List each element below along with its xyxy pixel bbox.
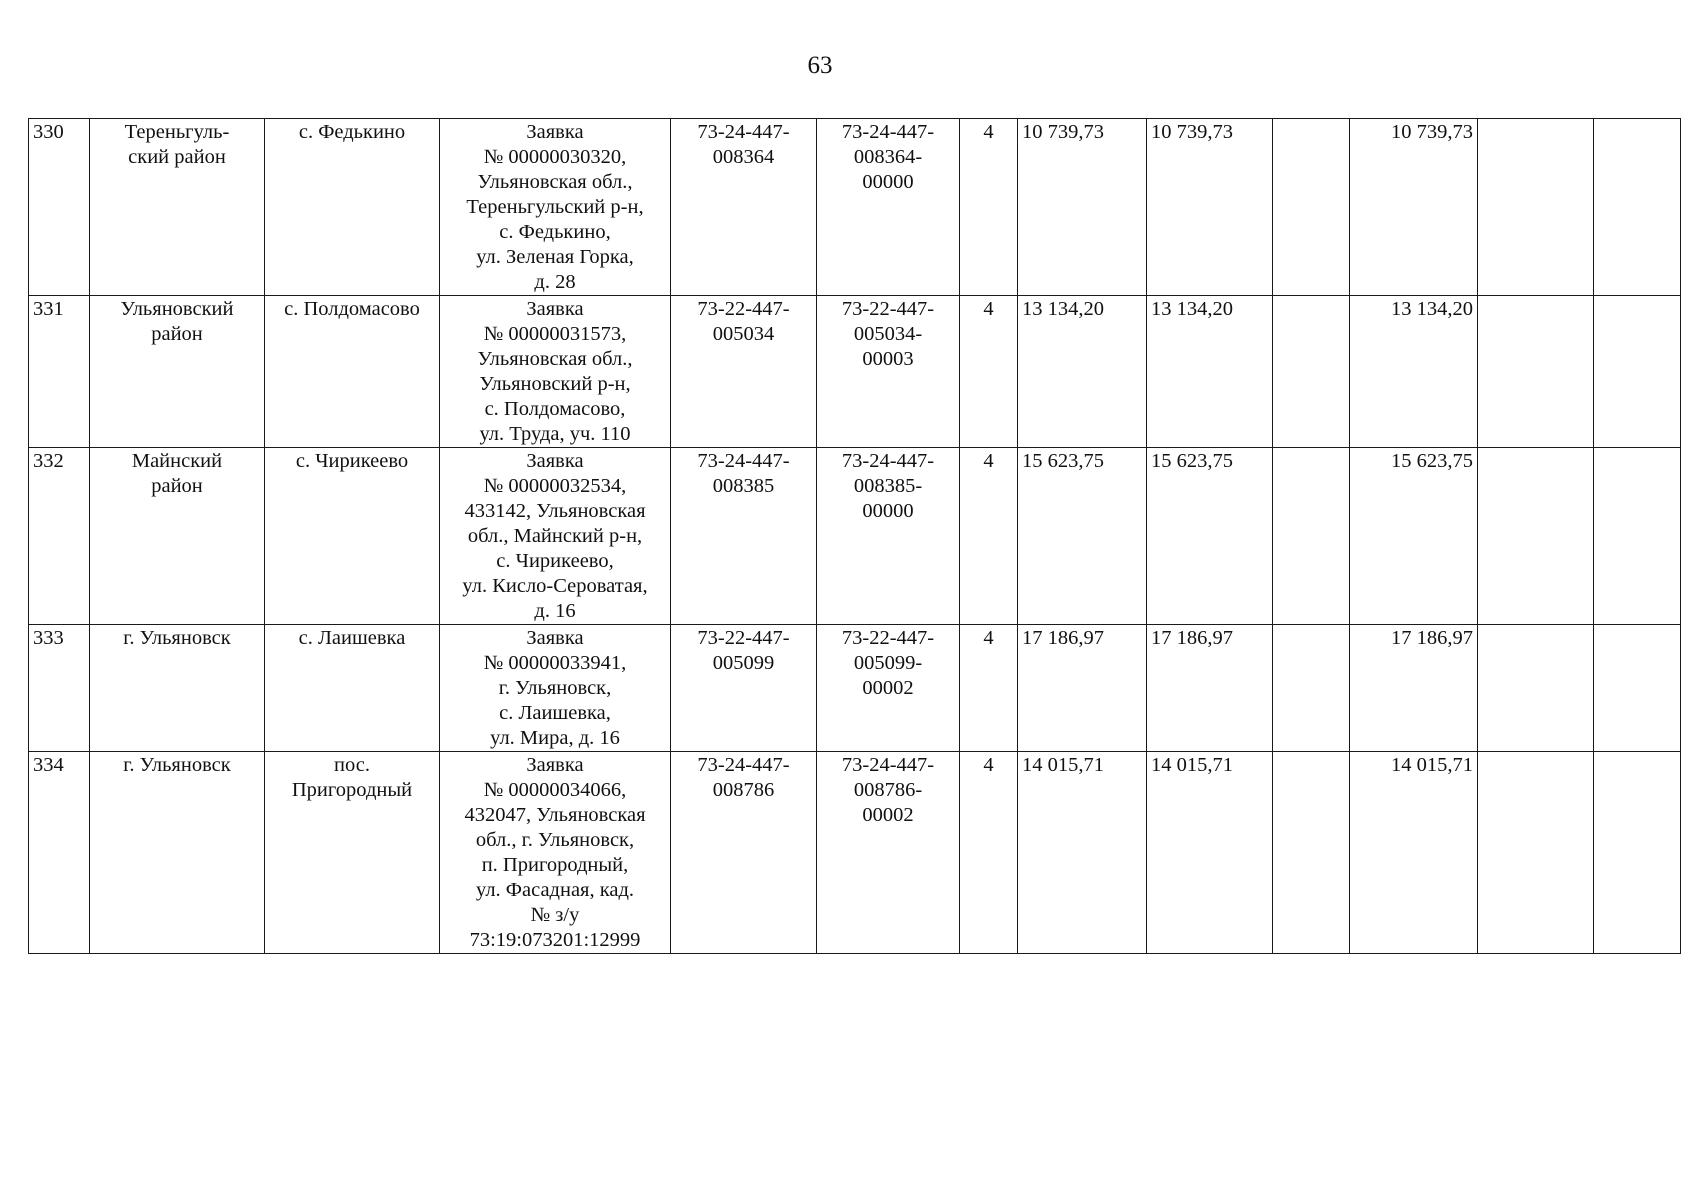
amount-cell-1: 13 134,20 xyxy=(1018,296,1147,448)
full-code-cell: 73-22-447- 005099- 00002 xyxy=(817,625,960,752)
empty-cell-2 xyxy=(1594,752,1681,954)
amount-cell-1: 10 739,73 xyxy=(1018,119,1147,296)
amount-cell-2: 14 015,71 xyxy=(1147,752,1273,954)
locality-cell: с. Полдомасово xyxy=(265,296,440,448)
amount-cell-3 xyxy=(1273,119,1350,296)
empty-cell-2 xyxy=(1594,625,1681,752)
page-number: 63 xyxy=(807,52,833,79)
row-number: 334 xyxy=(29,752,90,954)
full-code-cell: 73-22-447- 005034- 00003 xyxy=(817,296,960,448)
amount-cell-3 xyxy=(1273,625,1350,752)
amount-cell-2: 13 134,20 xyxy=(1147,296,1273,448)
locality-cell: пос. Пригородный xyxy=(265,752,440,954)
code-cell: 73-24-447- 008364 xyxy=(671,119,817,296)
request-cell: Заявка № 00000032534, 433142, Ульяновская обл., Майнский р-н, с. Чирикеево, ул. Кисло-Сероватая, д. 16 xyxy=(440,448,671,625)
full-code-cell: 73-24-447- 008786- 00002 xyxy=(817,752,960,954)
code-cell: 73-22-447- 005099 xyxy=(671,625,817,752)
empty-cell-1 xyxy=(1478,625,1594,752)
district-cell: Тереньгуль- ский район xyxy=(90,119,265,296)
code-cell: 73-22-447- 005034 xyxy=(671,296,817,448)
district-cell: Майнский район xyxy=(90,448,265,625)
amount-cell-1: 17 186,97 xyxy=(1018,625,1147,752)
district-cell: г. Ульяновск xyxy=(90,752,265,954)
request-cell: Заявка № 00000030320, Ульяновская обл., Тереньгульский р-н, с. Федькино, ул. Зеленая Горка, д. 28 xyxy=(440,119,671,296)
quantity-cell: 4 xyxy=(960,296,1018,448)
amount-cell-4: 14 015,71 xyxy=(1350,752,1478,954)
quantity-cell: 4 xyxy=(960,119,1018,296)
district-cell: г. Ульяновск xyxy=(90,625,265,752)
empty-cell-2 xyxy=(1594,448,1681,625)
amount-cell-3 xyxy=(1273,448,1350,625)
locality-cell: с. Лаишевка xyxy=(265,625,440,752)
row-number: 332 xyxy=(29,448,90,625)
empty-cell-1 xyxy=(1478,296,1594,448)
table-row xyxy=(29,625,1681,752)
empty-cell-1 xyxy=(1478,119,1594,296)
quantity-cell: 4 xyxy=(960,752,1018,954)
table-row xyxy=(29,119,1681,296)
registry-table xyxy=(28,118,1681,954)
amount-cell-4: 13 134,20 xyxy=(1350,296,1478,448)
quantity-cell: 4 xyxy=(960,625,1018,752)
row-number: 331 xyxy=(29,296,90,448)
request-cell: Заявка № 00000031573, Ульяновская обл., Ульяновский р-н, с. Полдомасово, ул. Труда, уч. 110 xyxy=(440,296,671,448)
amount-cell-1: 14 015,71 xyxy=(1018,752,1147,954)
table-row xyxy=(29,752,1681,954)
full-code-cell: 73-24-447- 008385- 00000 xyxy=(817,448,960,625)
code-cell: 73-24-447- 008786 xyxy=(671,752,817,954)
full-code-cell: 73-24-447- 008364- 00000 xyxy=(817,119,960,296)
request-cell: Заявка № 00000034066, 432047, Ульяновская обл., г. Ульяновск, п. Пригородный, ул. Фасадная, кад. № з/у 73:19:073201:12999 xyxy=(440,752,671,954)
empty-cell-1 xyxy=(1478,448,1594,625)
code-cell: 73-24-447- 008385 xyxy=(671,448,817,625)
amount-cell-3 xyxy=(1273,296,1350,448)
empty-cell-2 xyxy=(1594,296,1681,448)
row-number: 330 xyxy=(29,119,90,296)
amount-cell-3 xyxy=(1273,752,1350,954)
quantity-cell: 4 xyxy=(960,448,1018,625)
row-number: 333 xyxy=(29,625,90,752)
request-cell: Заявка № 00000033941, г. Ульяновск, с. Лаишевка, ул. Мира, д. 16 xyxy=(440,625,671,752)
empty-cell-2 xyxy=(1594,119,1681,296)
empty-cell-1 xyxy=(1478,752,1594,954)
amount-cell-4: 17 186,97 xyxy=(1350,625,1478,752)
amount-cell-4: 10 739,73 xyxy=(1350,119,1478,296)
amount-cell-1: 15 623,75 xyxy=(1018,448,1147,625)
locality-cell: с. Чирикеево xyxy=(265,448,440,625)
amount-cell-2: 15 623,75 xyxy=(1147,448,1273,625)
table-row xyxy=(29,296,1681,448)
amount-cell-4: 15 623,75 xyxy=(1350,448,1478,625)
district-cell: Ульяновский район xyxy=(90,296,265,448)
amount-cell-2: 10 739,73 xyxy=(1147,119,1273,296)
locality-cell: с. Федькино xyxy=(265,119,440,296)
table-row xyxy=(29,448,1681,625)
amount-cell-2: 17 186,97 xyxy=(1147,625,1273,752)
